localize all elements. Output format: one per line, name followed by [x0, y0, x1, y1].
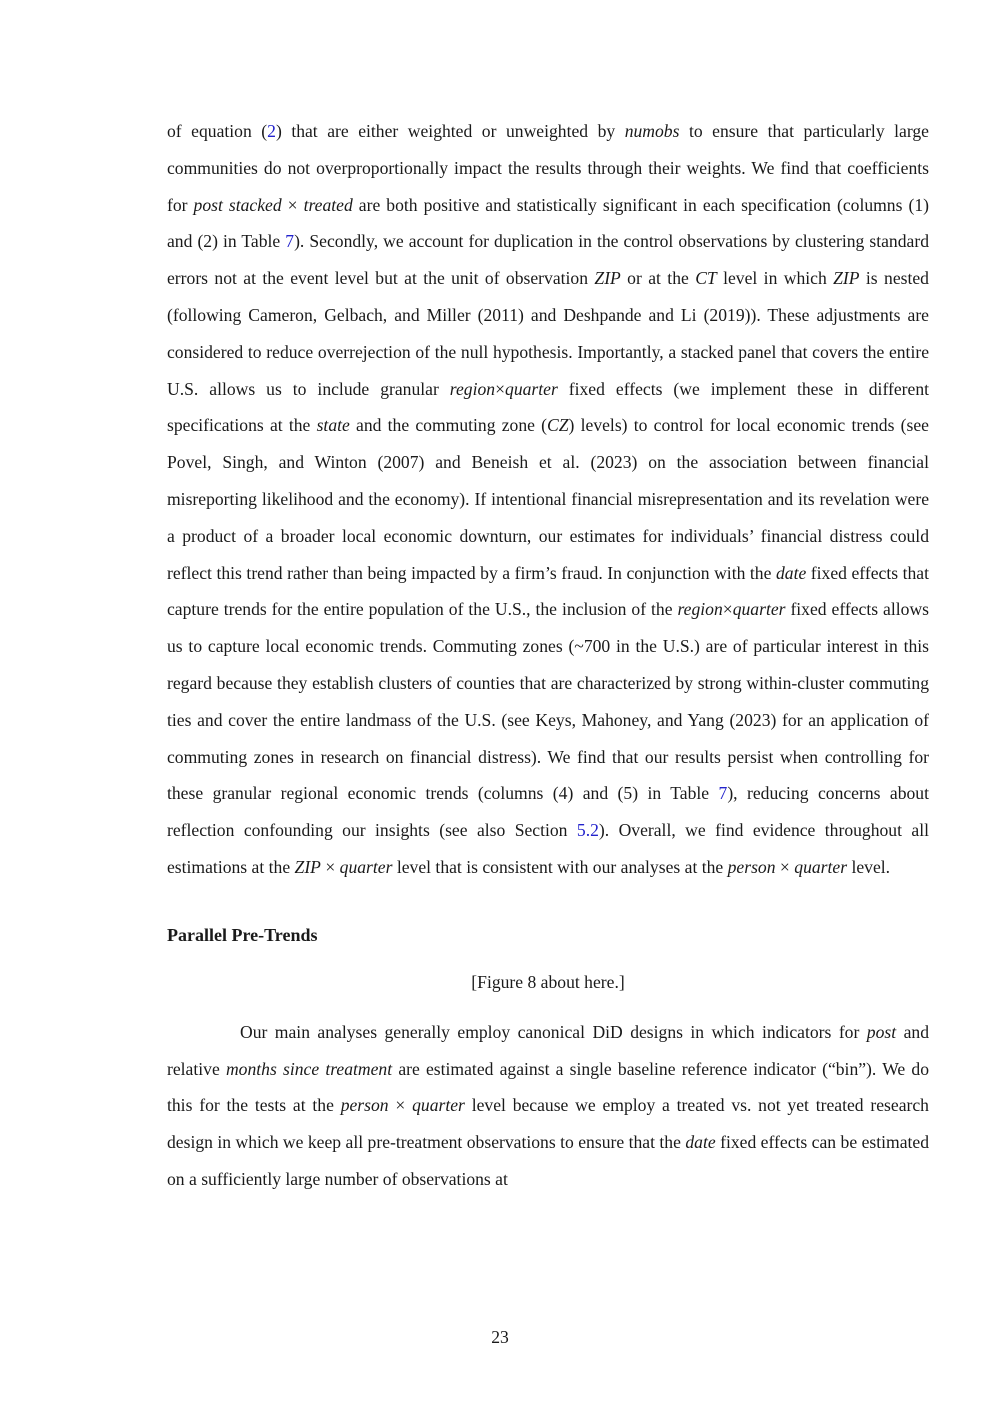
text-run: level.: [847, 856, 891, 877]
text-run: and relative: [167, 1021, 929, 1079]
body-paragraph-2: [167, 1014, 929, 1198]
body-paragraph-1: [167, 113, 929, 886]
italic-term: person: [727, 856, 776, 877]
italic-term: ZIP: [833, 268, 860, 289]
italic-term: person: [340, 1095, 389, 1116]
text-run: fixed effects allows us to capture local economic trends. Commuting zones (~700 in the U.S.) are of particular interest in this regard because they establish clusters of counties that are characterized by strong within-cluster commuting ties and cover the entire landmass of the U.S. (see Keys, Mahoney, and Yang (2023) for an application of commuting zones in research on financial distress). We find that our results persist when controlling for these granular regional economic trends (columns (4) and (5) in Table: [167, 599, 929, 804]
italic-term: quarter: [794, 856, 848, 877]
italic-term: quarter: [732, 599, 786, 620]
text-run: ). Secondly, we account for duplication in the control observations by clustering standard errors not at the event level but at the unit of observation: [167, 231, 929, 289]
italic-term: region: [449, 378, 496, 399]
text-run: level in which: [716, 268, 834, 289]
text-run: are both positive and statistically significant in each specification (columns (1) and (2) in Table: [167, 194, 929, 252]
italic-term: quarter: [339, 856, 393, 877]
text-run: is nested (following Cameron, Gelbach, and Miller (2011) and Deshpande and Li (2019)). These adjustments are considered to reduce overrejection of the null hypothesis. Importantly, a stacked panel that covers the entire U.S. allows us to include granular: [167, 268, 929, 399]
text-run: level because we employ a treated vs. not yet treated research design in which we keep all pre-treatment observations to ensure that the: [167, 1095, 929, 1153]
text-run: to ensure that particularly large communities do not overproportionally impact the results through their weights. We find that coefficients for: [167, 121, 929, 215]
cross-reference-link[interactable]: 2: [267, 121, 276, 141]
text-run: fixed effects (we implement these in different specifications at the: [167, 378, 930, 436]
text-run: fixed effects can be estimated on a sufficiently large number of observations at: [167, 1132, 929, 1189]
text-run: ×: [775, 856, 795, 877]
italic-term: ZIP: [294, 856, 321, 877]
text-run: ) levels) to control for local economic trends (see Povel, Singh, and Winton (2007) and Beneish et al. (2023) on the association between financial misreporting likelihood and the economy). If intentional financial misrepresentation and its revelation were a product of a broader local economic downturn, our estimates for individuals’ financial distress could reflect this trend rather than being impacted by a firm’s fraud. In conjunction with the: [167, 415, 929, 583]
italic-term: quarter: [505, 378, 558, 399]
figure-placeholder: [Figure 8 about here.]: [471, 971, 625, 992]
text-run: ×: [388, 1095, 413, 1116]
text-run: ×: [495, 378, 506, 399]
text-run: or at the: [620, 268, 696, 289]
italic-term: region: [677, 599, 723, 620]
text-run: are estimated against a single baseline reference indicator (“bin”). We do this for the tests at the: [167, 1058, 929, 1116]
text-run: ×: [320, 856, 340, 877]
italic-term: treated: [303, 194, 353, 215]
italic-term: CT: [695, 268, 717, 289]
page-body: [167, 113, 929, 1198]
text-run: ), reducing concerns about reflection confounding our insights (see also Section: [167, 783, 929, 841]
text-run: Our main analyses generally employ canonical DiD designs in which indicators for: [240, 1021, 867, 1042]
cross-reference-link[interactable]: 7: [285, 231, 295, 252]
italic-term: date: [685, 1132, 716, 1153]
italic-term: post stacked: [193, 194, 282, 215]
text-run: of equation (: [167, 121, 268, 141]
cross-reference-link[interactable]: 5.2: [576, 820, 599, 841]
text-run: ×: [722, 599, 733, 620]
text-run: fixed effects that capture trends for the entire population of the U.S., the inclusion of the: [167, 562, 929, 620]
italic-term: months since treatment: [225, 1058, 393, 1079]
italic-term: date: [775, 562, 807, 583]
text-run: and the commuting zone (: [349, 415, 548, 436]
cross-reference-link[interactable]: 7: [718, 783, 728, 804]
italic-term: state: [316, 415, 350, 436]
italic-term: quarter: [412, 1095, 465, 1116]
text-run: level that is consistent with our analyses at the: [392, 856, 728, 877]
italic-term: CZ: [547, 415, 569, 436]
page-number: 23: [491, 1327, 509, 1347]
text-run: ). Overall, we find evidence throughout all estimations at the: [167, 820, 929, 877]
italic-term: numobs: [624, 121, 680, 141]
italic-term: post: [866, 1021, 897, 1042]
section-heading: Parallel Pre-Trends: [167, 924, 318, 945]
text-run: ) that are either weighted or unweighted by: [275, 121, 625, 141]
italic-term: ZIP: [594, 268, 621, 289]
text-run: ×: [281, 194, 304, 215]
